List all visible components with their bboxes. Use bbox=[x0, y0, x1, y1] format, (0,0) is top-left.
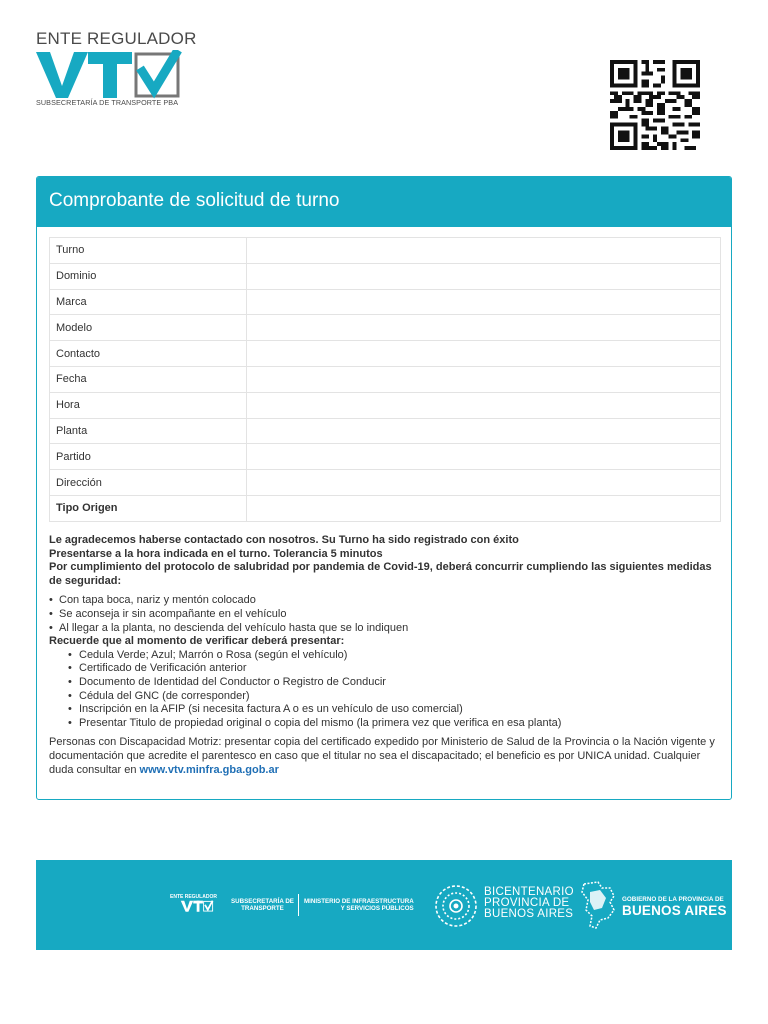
row-value-hora bbox=[247, 392, 721, 418]
gobierno-top-text: GOBIERNO DE LA PROVINCIA DE bbox=[622, 896, 724, 903]
row-value-turno bbox=[247, 238, 721, 264]
row-label-contacto: Contacto bbox=[50, 341, 247, 367]
vtv-logo bbox=[36, 29, 197, 112]
gobierno-big-text: BUENOS AIRES bbox=[622, 903, 727, 918]
table-row bbox=[50, 289, 721, 315]
list-item: • Inscripción en la AFIP (si necesita factura A o es un vehículo de uso comercial) bbox=[49, 703, 721, 717]
table-row bbox=[50, 315, 721, 341]
logo-subtitle: SUBSECRETARÍA DE TRANSPORTE PBA bbox=[36, 98, 179, 107]
logo-top-text: ENTE REGULADOR bbox=[36, 29, 197, 48]
row-value-tipo-origen bbox=[247, 495, 721, 521]
covid-protocol-text: Por cumplimiento del protocolo de salubridad por pandemia de Covid-19, deberá concurrir cumpliendo las siguientes medidas de seguridad: bbox=[49, 561, 712, 587]
bicentenario-line2: PROVINCIA DE bbox=[484, 897, 570, 909]
row-value-modelo bbox=[247, 315, 721, 341]
table-row bbox=[50, 444, 721, 470]
row-value-partido bbox=[247, 444, 721, 470]
table-row bbox=[50, 470, 721, 496]
punctuality-text: Presentarse a la hora indicada en el turno. Tolerancia 5 minutos bbox=[49, 547, 383, 560]
row-label-tipo-origen: Tipo Origen bbox=[50, 495, 247, 521]
vtv-website-link[interactable]: www.vtv.minfra.gba.gob.ar bbox=[139, 763, 279, 776]
list-item: • Presentar Titulo de propiedad original o copia del mismo (la primera vez que verifica en esa planta) bbox=[49, 717, 721, 731]
row-value-contacto bbox=[247, 341, 721, 367]
footer-divider bbox=[298, 894, 299, 916]
row-label-fecha: Fecha bbox=[50, 366, 247, 392]
row-value-fecha bbox=[247, 366, 721, 392]
list-item: • Cédula del GNC (de corresponder) bbox=[49, 690, 721, 704]
provincia-map-icon bbox=[580, 880, 618, 930]
footer-subsecretaria-text: SUBSECRETARÍA DE TRANSPORTE bbox=[231, 898, 294, 912]
appointment-details-table bbox=[49, 237, 721, 522]
row-value-dominio bbox=[247, 263, 721, 289]
card-header bbox=[37, 177, 731, 227]
footer-ministerio-text: MINISTERIO DE INFRAESTRUCTURA Y SERVICIOS PÚBLICOS bbox=[304, 898, 414, 912]
list-item: • Cedula Verde; Azul; Marrón o Rosa (según el vehículo) bbox=[49, 649, 721, 663]
table-row bbox=[50, 495, 721, 521]
qr-code-icon bbox=[609, 60, 705, 150]
table-row bbox=[50, 418, 721, 444]
appointment-receipt-card bbox=[36, 176, 732, 800]
footer-vtv-logo-icon bbox=[171, 900, 221, 918]
row-label-hora: Hora bbox=[50, 392, 247, 418]
bicentenario-text bbox=[484, 887, 574, 920]
row-label-turno: Turno bbox=[50, 238, 247, 264]
row-label-direccion: Dirección bbox=[50, 470, 247, 496]
table-row bbox=[50, 366, 721, 392]
info-section bbox=[49, 534, 721, 777]
row-label-modelo: Modelo bbox=[50, 315, 247, 341]
list-item: • Certificado de Verificación anterior bbox=[49, 662, 721, 676]
bicentenario-line1: BICENTENARIO bbox=[484, 886, 574, 898]
row-label-planta: Planta bbox=[50, 418, 247, 444]
disability-note bbox=[49, 736, 721, 777]
table-row bbox=[50, 392, 721, 418]
bicentenario-line3: BUENOS AIRES bbox=[484, 908, 574, 920]
list-item: • Al llegar a la planta, no descienda del vehículo hasta que se lo indiquen bbox=[49, 622, 721, 636]
bicentenario-emblem-icon bbox=[431, 882, 481, 930]
disability-note-text: Personas con Discapacidad Motriz: presentar copia del certificado expedido por Ministerio de Salud de la Provincia o la Nación vigente y documentación que acredite el parentesco en caso que el titular no sea el discapacitado; el beneficio es por UNICA unidad. Cualquier duda consultar en bbox=[49, 736, 715, 776]
row-label-partido: Partido bbox=[50, 444, 247, 470]
list-item: • Con tapa boca, nariz y mentón colocado bbox=[49, 594, 721, 608]
list-item: • Documento de Identidad del Conductor o Registro de Conducir bbox=[49, 676, 721, 690]
table-row bbox=[50, 238, 721, 264]
row-label-marca: Marca bbox=[50, 289, 247, 315]
table-row bbox=[50, 263, 721, 289]
row-value-direccion bbox=[247, 470, 721, 496]
row-value-planta bbox=[247, 418, 721, 444]
vtv-wordmark-icon bbox=[36, 50, 182, 100]
footer-banner bbox=[36, 860, 732, 950]
row-value-marca bbox=[247, 289, 721, 315]
row-label-dominio: Dominio bbox=[50, 263, 247, 289]
footer-ente-text: ENTE REGULADOR bbox=[170, 894, 217, 900]
table-row bbox=[50, 341, 721, 367]
list-item: • Se aconseja ir sin acompañante en el vehículo bbox=[49, 608, 721, 622]
documents-heading: Recuerde que al momento de verificar deberá presentar: bbox=[49, 635, 345, 648]
thanks-text: Le agradecemos haberse contactado con nosotros. Su Turno ha sido registrado con éxito bbox=[49, 534, 519, 546]
card-title: Comprobante de solicitud de turno bbox=[49, 190, 340, 211]
required-documents-list bbox=[49, 649, 721, 731]
covid-measures-list bbox=[49, 594, 721, 635]
